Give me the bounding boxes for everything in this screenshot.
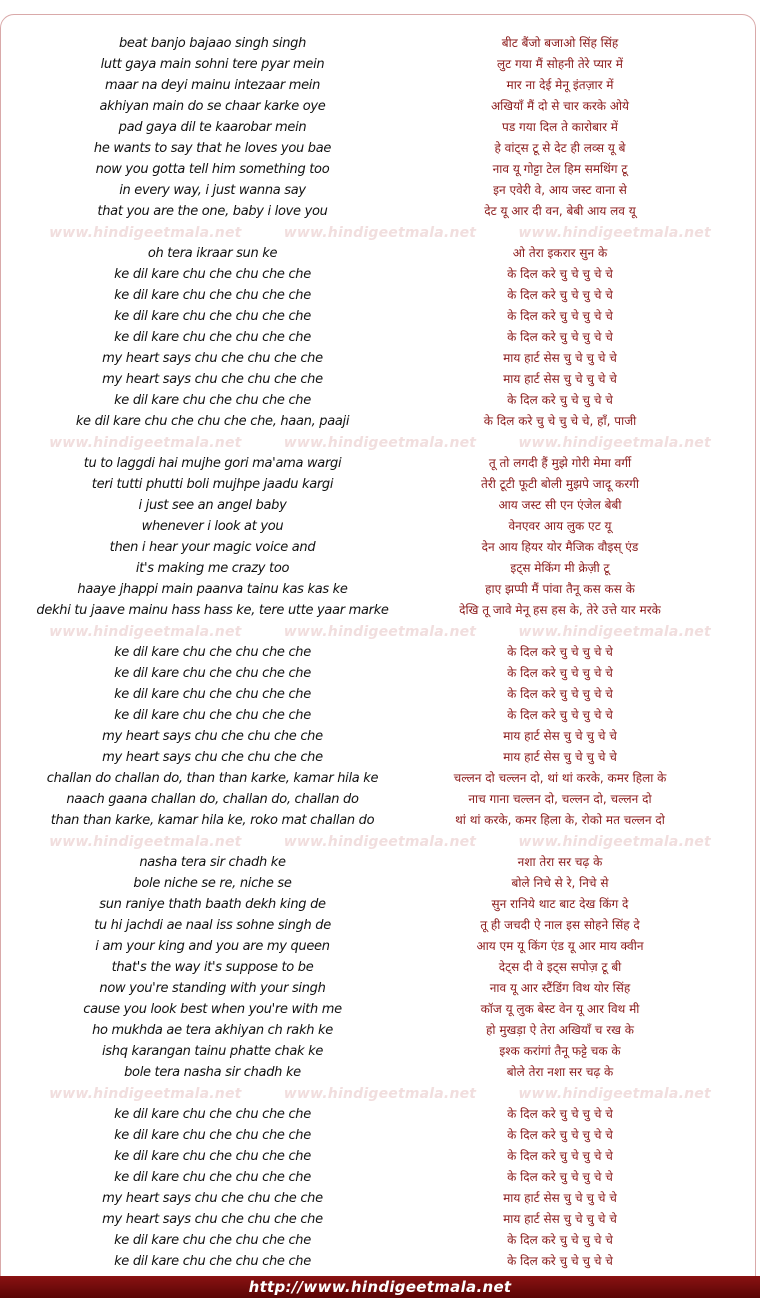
lyric-devanagari: नशा तेरा सर चढ़ के	[517, 855, 603, 869]
lyric-line	[0, 894, 760, 915]
lyric-line	[0, 138, 760, 159]
lyric-line	[0, 516, 760, 537]
watermark-row	[0, 621, 760, 642]
lyric-line	[0, 201, 760, 222]
lyric-line	[0, 1062, 760, 1083]
lyric-roman: maar na deyi mainu intezaar mein	[104, 78, 321, 93]
lyric-line	[0, 495, 760, 516]
lyric-devanagari: के दिल करे चु चे चु चे चे	[507, 645, 613, 659]
lyric-devanagari: माय हार्ट सेस चु चे चु चे चे	[503, 351, 617, 365]
lyric-devanagari: के दिल करे चु चे चु चे चे	[507, 687, 613, 701]
lyrics-body	[0, 33, 760, 1272]
lyric-devanagari: तू ही जचदी ऐ नाल इस सोहने सिंह दे	[480, 918, 640, 932]
lyric-roman: ke dil kare chu che chu che che	[114, 1170, 311, 1185]
lyric-devanagari: के दिल करे चु चे चु चे चे	[507, 1170, 613, 1184]
lyric-roman: teri tutti phutti boli mujhpe jaadu kargi	[91, 477, 334, 492]
lyric-roman: it's making me crazy too	[135, 561, 290, 576]
lyric-line	[0, 327, 760, 348]
lyric-roman: oh tera ikraar sun ke	[147, 246, 278, 261]
lyric-line	[0, 1209, 760, 1230]
lyric-roman: my heart says chu che chu che che	[102, 729, 323, 744]
lyric-devanagari: तेरी टूटी फूटी बोली मुझपे जादू करगी	[481, 477, 639, 491]
lyric-line	[0, 1188, 760, 1209]
lyric-line	[0, 915, 760, 936]
lyric-devanagari: के दिल करे चु चे चु चे चे	[507, 288, 613, 302]
lyric-devanagari: के दिल करे चु चे चु चे चे	[507, 1149, 613, 1163]
lyric-devanagari: के दिल करे चु चे चु चे चे	[507, 666, 613, 680]
watermark-text: www.hindigeetmala.net	[283, 623, 477, 640]
lyric-line	[0, 663, 760, 684]
footer-bar	[0, 1276, 760, 1298]
lyric-devanagari: कॉज यू लुक बेस्ट वेन यू आर विथ मी	[480, 1002, 640, 1016]
lyric-devanagari: के दिल करे चु चे चु चे चे, हाँ, पाजी	[483, 414, 637, 428]
lyric-roman: naach gaana challan do, challan do, challan do	[66, 792, 359, 807]
lyric-line	[0, 999, 760, 1020]
watermark-text: www.hindigeetmala.net	[518, 833, 711, 850]
footer-url-link[interactable]: http://www.hindigeetmala.net	[248, 1278, 512, 1296]
lyric-roman: lutt gaya main sohni tere pyar mein	[100, 57, 325, 72]
lyric-devanagari: मार ना देई मेनू इंतज़ार में	[506, 78, 614, 92]
lyric-roman: now you're standing with your singh	[99, 981, 326, 996]
lyric-line	[0, 264, 760, 285]
lyric-devanagari: के दिल करे चु चे चु चे चे	[507, 1107, 613, 1121]
lyric-roman: in every way, i just wanna say	[119, 183, 306, 198]
lyric-roman: ke dil kare chu che chu che che, haan, paaji	[75, 414, 350, 429]
lyric-roman: ke dil kare chu che chu che che	[114, 1149, 311, 1164]
lyric-roman: sun raniye thath baath dekh king de	[99, 897, 326, 912]
watermark-row	[0, 831, 760, 852]
lyric-devanagari: के दिल करे चु चे चु चे चे	[507, 267, 613, 281]
lyric-devanagari: ओ तेरा इकरार सुन के	[512, 246, 608, 260]
lyric-line	[0, 75, 760, 96]
lyric-devanagari: वेनएवर आय लुक एट यू	[508, 519, 612, 533]
lyric-devanagari: माय हार्ट सेस चु चे चु चे चे	[503, 1212, 617, 1226]
lyric-roman: dekhi tu jaave mainu hass hass ke, tere utte yaar marke	[36, 603, 389, 618]
lyric-line	[0, 558, 760, 579]
lyric-roman: he wants to say that he loves you bae	[93, 141, 332, 156]
lyric-line	[0, 957, 760, 978]
lyric-line	[0, 411, 760, 432]
lyric-devanagari: आय एम यू किंग एंड यू आर माय क्वीन	[476, 939, 644, 953]
watermark-text: www.hindigeetmala.net	[49, 833, 242, 850]
lyric-devanagari: सुन रानिये थाट बाट देख किंग दे	[491, 897, 629, 911]
lyric-line	[0, 1020, 760, 1041]
watermark-text: www.hindigeetmala.net	[49, 224, 242, 241]
lyric-devanagari: बोले निचे से रे, निचे से	[511, 876, 609, 890]
lyric-line	[0, 873, 760, 894]
lyric-roman: tu hi jachdi ae naal iss sohne singh de	[94, 918, 331, 933]
lyric-roman: ho mukhda ae tera akhiyan ch rakh ke	[92, 1023, 333, 1038]
lyric-line	[0, 768, 760, 789]
lyric-devanagari: के दिल करे चु चे चु चे चे	[507, 330, 613, 344]
lyric-line	[0, 1041, 760, 1062]
watermark-text: www.hindigeetmala.net	[518, 1085, 711, 1102]
lyric-devanagari: हाए झप्पी मैं पांवा तैनू कस कस के	[485, 582, 635, 596]
lyric-roman: ke dil kare chu che chu che che	[114, 1107, 311, 1122]
lyric-devanagari: देट्स दी वे इट्स सपोज़ टू बी	[498, 960, 622, 974]
lyric-roman: pad gaya dil te kaarobar mein	[118, 120, 307, 135]
lyric-line	[0, 306, 760, 327]
watermark-text: www.hindigeetmala.net	[518, 224, 711, 241]
watermark-text: www.hindigeetmala.net	[518, 623, 711, 640]
lyric-line	[0, 1230, 760, 1251]
lyric-roman: ke dil kare chu che chu che che	[114, 645, 311, 660]
lyric-line	[0, 33, 760, 54]
lyric-line	[0, 642, 760, 663]
lyric-devanagari: इट्स मेकिंग मी क्रेज़ी टू	[510, 561, 610, 575]
watermark-text: www.hindigeetmala.net	[283, 434, 477, 451]
lyric-line	[0, 1251, 760, 1272]
lyric-roman: tu to laggdi hai mujhe gori ma'ama wargi	[83, 456, 342, 471]
lyric-devanagari: आय जस्ट सी एन एंजेल बेबी	[498, 498, 622, 512]
watermark-text: www.hindigeetmala.net	[283, 224, 477, 241]
lyric-devanagari: नाव यू आर स्टैंडिंग विथ योर सिंह	[489, 981, 631, 995]
watermark-text: www.hindigeetmala.net	[283, 1085, 477, 1102]
lyric-roman: ke dil kare chu che chu che che	[114, 309, 311, 324]
lyric-line	[0, 96, 760, 117]
watermark-text: www.hindigeetmala.net	[49, 1085, 242, 1102]
lyric-devanagari: हो मुखड़ा ऐ तेरा अखियाँ च रख के	[486, 1023, 634, 1037]
lyric-roman: ke dil kare chu che chu che che	[114, 267, 311, 282]
lyric-roman: that's the way it's suppose to be	[111, 960, 314, 975]
lyric-roman: my heart says chu che chu che che	[102, 1191, 323, 1206]
lyric-line	[0, 159, 760, 180]
lyric-roman: that you are the one, baby i love you	[97, 204, 328, 219]
lyric-roman: ke dil kare chu che chu che che	[114, 666, 311, 681]
lyric-devanagari: के दिल करे चु चे चु चे चे	[507, 309, 613, 323]
lyric-devanagari: बीट बैंजो बजाओ सिंह सिंह	[501, 36, 619, 50]
lyric-roman: than than karke, kamar hila ke, roko mat challan do	[50, 813, 375, 828]
lyric-line	[0, 1104, 760, 1125]
lyric-roman: ke dil kare chu che chu che che	[114, 288, 311, 303]
lyric-roman: ke dil kare chu che chu che che	[114, 393, 311, 408]
lyric-devanagari: हे वांट्स टू से देट ही लव्स यू बे	[494, 141, 626, 155]
lyric-devanagari: के दिल करे चु चे चु चे चे	[507, 1254, 613, 1268]
lyric-line	[0, 390, 760, 411]
lyric-roman: whenever i look at you	[141, 519, 284, 534]
lyric-line	[0, 600, 760, 621]
watermark-row	[0, 222, 760, 243]
watermark-text: www.hindigeetmala.net	[49, 623, 242, 640]
lyric-roman: ke dil kare chu che chu che che	[114, 687, 311, 702]
lyric-line	[0, 1167, 760, 1188]
lyric-line	[0, 852, 760, 873]
lyric-devanagari: माय हार्ट सेस चु चे चु चे चे	[503, 1191, 617, 1205]
lyric-devanagari: के दिल करे चु चे चु चे चे	[507, 708, 613, 722]
lyric-line	[0, 789, 760, 810]
lyric-devanagari: माय हार्ट सेस चु चे चु चे चे	[503, 729, 617, 743]
lyric-roman: i just see an angel baby	[138, 498, 287, 513]
lyric-roman: ishq karangan tainu phatte chak ke	[101, 1044, 324, 1059]
lyric-line	[0, 117, 760, 138]
lyric-line	[0, 579, 760, 600]
lyric-devanagari: माय हार्ट सेस चु चे चु चे चे	[503, 372, 617, 386]
lyric-roman: ke dil kare chu che chu che che	[114, 1254, 311, 1269]
lyric-roman: bole niche se re, niche se	[133, 876, 292, 891]
lyric-roman: ke dil kare chu che chu che che	[114, 330, 311, 345]
lyric-roman: haaye jhappi main paanva tainu kas kas ke	[77, 582, 348, 597]
lyric-roman: ke dil kare chu che chu che che	[114, 708, 311, 723]
lyric-devanagari: अखियाँ मैं दो से चार करके ओये	[490, 99, 630, 113]
lyric-roman: bole tera nasha sir chadh ke	[124, 1065, 301, 1080]
lyric-line	[0, 978, 760, 999]
lyric-line	[0, 243, 760, 264]
lyric-roman: nasha tera sir chadh ke	[139, 855, 286, 870]
lyric-roman: my heart says chu che chu che che	[102, 750, 323, 765]
lyric-roman: my heart says chu che chu che che	[102, 1212, 323, 1227]
lyric-devanagari: के दिल करे चु चे चु चे चे	[507, 1128, 613, 1142]
lyric-devanagari: माय हार्ट सेस चु चे चु चे चे	[503, 750, 617, 764]
lyric-devanagari: देखि तू जावे मेनू हस हस के, तेरे उत्ते यार मरके	[459, 603, 661, 617]
lyric-devanagari: थां थां करके, कमर हिला के, रोको मत चल्लन दो	[455, 813, 665, 827]
lyric-roman: ke dil kare chu che chu che che	[114, 1128, 311, 1143]
lyric-devanagari: चल्लन दो चल्लन दो, थां थां करके, कमर हिला के	[453, 771, 667, 785]
lyric-line	[0, 369, 760, 390]
watermark-row	[0, 432, 760, 453]
lyric-line	[0, 54, 760, 75]
lyric-line	[0, 936, 760, 957]
lyric-line	[0, 747, 760, 768]
lyric-line	[0, 1146, 760, 1167]
lyric-devanagari: देन आय हियर योर मैजिक वौइस् एंड	[481, 540, 639, 554]
lyric-line	[0, 285, 760, 306]
lyric-line	[0, 810, 760, 831]
lyric-line	[0, 684, 760, 705]
watermark-text: www.hindigeetmala.net	[518, 434, 711, 451]
lyric-devanagari: देट यू आर दी वन, बेबी आय लव यू	[484, 204, 636, 218]
lyric-devanagari: बोले तेरा नशा सर चढ़ के	[506, 1065, 614, 1079]
lyric-line	[0, 453, 760, 474]
lyric-roman: now you gotta tell him something too	[95, 162, 330, 177]
lyric-roman: then i hear your magic voice and	[109, 540, 316, 555]
lyric-roman: my heart says chu che chu che che	[102, 351, 323, 366]
lyric-line	[0, 726, 760, 747]
lyric-devanagari: के दिल करे चु चे चु चे चे	[507, 393, 613, 407]
lyric-roman: challan do challan do, than than karke, kamar hila ke	[46, 771, 379, 786]
lyric-line	[0, 180, 760, 201]
lyric-roman: ke dil kare chu che chu che che	[114, 1233, 311, 1248]
lyric-roman: i am your king and you are my queen	[95, 939, 330, 954]
lyric-line	[0, 348, 760, 369]
lyric-line	[0, 474, 760, 495]
watermark-text: www.hindigeetmala.net	[49, 434, 242, 451]
watermark-row	[0, 1083, 760, 1104]
lyric-devanagari: तू तो लगदी हैं मुझे गोरी मेमा वर्गी	[488, 456, 632, 470]
lyric-line	[0, 1125, 760, 1146]
lyric-roman: my heart says chu che chu che che	[102, 372, 323, 387]
lyric-devanagari: के दिल करे चु चे चु चे चे	[507, 1233, 613, 1247]
lyric-roman: akhiyan main do se chaar karke oye	[99, 99, 326, 114]
lyric-devanagari: लुट गया मैं सोहनी तेरे प्यार में	[497, 57, 623, 71]
lyric-devanagari: नाच गाना चल्लन दो, चल्लन दो, चल्लन दो	[468, 792, 652, 806]
lyric-roman: beat banjo bajaao singh singh	[118, 36, 307, 51]
lyric-devanagari: पड गया दिल ते कारोबार में	[502, 120, 618, 134]
watermark-text: www.hindigeetmala.net	[283, 833, 477, 850]
lyric-roman: cause you look best when you're with me	[83, 1002, 342, 1017]
lyric-devanagari: नाव यू गोट्टा टेल हिम समथिंग टू	[492, 162, 628, 176]
lyric-line	[0, 705, 760, 726]
lyric-devanagari: इश्क करांगां तैनू फट्टे चक के	[499, 1044, 621, 1058]
lyric-line	[0, 537, 760, 558]
lyric-devanagari: इन एवेरी वे, आय जस्ट वाना से	[493, 183, 627, 197]
